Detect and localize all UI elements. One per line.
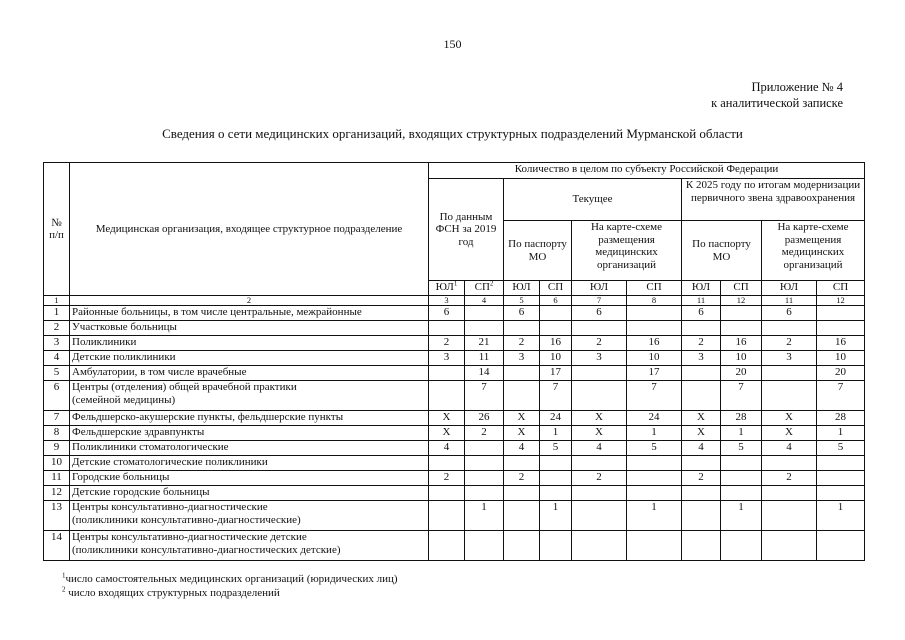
- header-map-current: На карте-схеме размещения медицинских организаций: [572, 221, 682, 281]
- medical-network-table: [43, 162, 865, 561]
- value-cell: 4: [762, 441, 817, 456]
- column-number: 5: [504, 296, 540, 306]
- value-cell: [465, 321, 504, 336]
- value-cell: 6: [762, 306, 817, 321]
- value-cell: [721, 531, 762, 561]
- value-cell: 28: [721, 411, 762, 426]
- value-cell: [504, 486, 540, 501]
- value-cell: [762, 381, 817, 411]
- header-row-number: № п/п: [44, 163, 70, 296]
- column-number: 12: [817, 296, 865, 306]
- row-number: 12: [44, 486, 70, 501]
- row-number: 13: [44, 501, 70, 531]
- value-cell: [504, 366, 540, 381]
- value-cell: [762, 486, 817, 501]
- header-passport-current: По паспорту МО: [504, 221, 572, 281]
- value-cell: 26: [465, 411, 504, 426]
- row-number: 14: [44, 531, 70, 561]
- value-cell: [721, 486, 762, 501]
- footnote-1-mark: 1: [62, 571, 66, 580]
- row-number: 7: [44, 411, 70, 426]
- value-cell: [429, 501, 465, 531]
- value-cell: 6: [682, 306, 721, 321]
- value-cell: [572, 381, 627, 411]
- column-number: 3: [429, 296, 465, 306]
- value-cell: [465, 441, 504, 456]
- value-cell: [429, 381, 465, 411]
- value-cell: [762, 321, 817, 336]
- header-organization: Медицинская организация, входящее структурное подразделение: [70, 163, 429, 296]
- value-cell: [817, 486, 865, 501]
- value-cell: [465, 531, 504, 561]
- value-cell: [817, 456, 865, 471]
- value-cell: 1: [627, 426, 682, 441]
- header-passport-2025: По паспорту МО: [682, 221, 762, 281]
- organization-name-line-1: Центры (отделения) общей врачебной практики: [72, 381, 297, 393]
- value-cell: 28: [817, 411, 865, 426]
- value-cell: 3: [682, 351, 721, 366]
- value-cell: Х: [572, 426, 627, 441]
- footnote-ref-1: 1: [453, 279, 458, 288]
- value-cell: [540, 471, 572, 486]
- value-cell: 10: [540, 351, 572, 366]
- value-cell: [627, 486, 682, 501]
- value-cell: [465, 456, 504, 471]
- value-cell: [540, 321, 572, 336]
- row-number: 5: [44, 366, 70, 381]
- footnote-2: [62, 586, 398, 600]
- value-cell: [429, 321, 465, 336]
- table-row: [44, 471, 865, 486]
- value-cell: 1: [817, 426, 865, 441]
- header-sp: СП: [627, 281, 682, 296]
- value-cell: 2: [572, 471, 627, 486]
- column-number: 1: [44, 296, 70, 306]
- organization-name-line-1: Поликлиники: [72, 336, 137, 348]
- value-cell: 11: [465, 351, 504, 366]
- value-cell: [465, 486, 504, 501]
- header-current: Текущее: [504, 179, 682, 221]
- value-cell: Х: [682, 426, 721, 441]
- organization-name-line-1: Центры консультативно-диагностические: [72, 501, 268, 513]
- footnote-1-text: число самостоятельных медицинских организаций (юридических лиц): [65, 573, 398, 585]
- value-cell: [504, 456, 540, 471]
- value-cell: 2: [682, 336, 721, 351]
- table-row: [44, 381, 865, 411]
- header-sp: СП: [721, 281, 762, 296]
- value-cell: 4: [504, 441, 540, 456]
- organization-name-line-1: Фельдшерские здравпункты: [72, 426, 205, 438]
- value-cell: 2: [429, 471, 465, 486]
- header-sp-label: СП: [474, 281, 490, 293]
- value-cell: [504, 321, 540, 336]
- column-number: 11: [682, 296, 721, 306]
- value-cell: [572, 501, 627, 531]
- header-ul-fsn: [429, 281, 465, 296]
- value-cell: 6: [572, 306, 627, 321]
- value-cell: [429, 531, 465, 561]
- value-cell: 1: [721, 501, 762, 531]
- row-number: 11: [44, 471, 70, 486]
- table-row: [44, 456, 865, 471]
- value-cell: 5: [817, 441, 865, 456]
- organization-name-line-1: Районные больницы, в том числе центральные, межрайонные: [72, 306, 362, 318]
- row-number: 4: [44, 351, 70, 366]
- value-cell: [682, 366, 721, 381]
- value-cell: 2: [504, 471, 540, 486]
- value-cell: 6: [504, 306, 540, 321]
- value-cell: Х: [429, 411, 465, 426]
- page-number: 150: [443, 37, 462, 51]
- value-cell: 2: [762, 336, 817, 351]
- table-row: [44, 531, 865, 561]
- value-cell: [682, 456, 721, 471]
- value-cell: 20: [721, 366, 762, 381]
- row-number: 3: [44, 336, 70, 351]
- header-sp: СП: [817, 281, 865, 296]
- value-cell: 1: [540, 501, 572, 531]
- column-number: 7: [572, 296, 627, 306]
- organization-name-line-1: Детские стоматологические поликлиники: [72, 456, 268, 468]
- value-cell: 4: [572, 441, 627, 456]
- value-cell: 5: [721, 441, 762, 456]
- value-cell: [572, 321, 627, 336]
- organization-name: [70, 366, 429, 381]
- value-cell: [572, 456, 627, 471]
- appendix-line-2: к аналитической записке: [711, 96, 843, 110]
- row-number: 6: [44, 381, 70, 411]
- header-ul: ЮЛ: [572, 281, 627, 296]
- value-cell: 5: [627, 441, 682, 456]
- value-cell: [627, 531, 682, 561]
- value-cell: Х: [682, 411, 721, 426]
- organization-name: [70, 471, 429, 486]
- value-cell: [762, 456, 817, 471]
- value-cell: [721, 456, 762, 471]
- value-cell: Х: [504, 411, 540, 426]
- value-cell: 2: [504, 336, 540, 351]
- organization-name: [70, 381, 429, 411]
- value-cell: Х: [572, 411, 627, 426]
- column-number: 4: [465, 296, 504, 306]
- table-row: [44, 306, 865, 321]
- row-number: 9: [44, 441, 70, 456]
- value-cell: 2: [762, 471, 817, 486]
- footnote-ref-2: 2: [489, 279, 494, 288]
- value-cell: [817, 306, 865, 321]
- column-number: 6: [540, 296, 572, 306]
- value-cell: [682, 321, 721, 336]
- value-cell: 20: [817, 366, 865, 381]
- organization-name-line-2: (поликлиники консультативно-диагностических детские): [72, 543, 341, 556]
- value-cell: [762, 531, 817, 561]
- table-row: [44, 411, 865, 426]
- row-number: 8: [44, 426, 70, 441]
- value-cell: 16: [627, 336, 682, 351]
- organization-name-line-1: Городские больницы: [72, 471, 170, 483]
- organization-name: [70, 531, 429, 561]
- value-cell: 24: [540, 411, 572, 426]
- table-row: [44, 486, 865, 501]
- appendix-label: [711, 79, 843, 111]
- organization-name-line-1: Фельдшерско-акушерские пункты, фельдшерские пункты: [72, 411, 344, 423]
- value-cell: [682, 531, 721, 561]
- value-cell: 17: [540, 366, 572, 381]
- value-cell: Х: [762, 411, 817, 426]
- header-ul: ЮЛ: [504, 281, 540, 296]
- value-cell: [540, 306, 572, 321]
- footnote-2-mark: 2: [62, 585, 66, 594]
- appendix-line-1: Приложение № 4: [751, 80, 843, 94]
- header-ul-label: ЮЛ: [435, 281, 454, 293]
- value-cell: 3: [572, 351, 627, 366]
- value-cell: 4: [682, 441, 721, 456]
- value-cell: [465, 306, 504, 321]
- value-cell: 7: [540, 381, 572, 411]
- value-cell: 1: [721, 426, 762, 441]
- value-cell: 7: [817, 381, 865, 411]
- value-cell: 16: [540, 336, 572, 351]
- value-cell: 21: [465, 336, 504, 351]
- value-cell: 3: [762, 351, 817, 366]
- document-title: Сведения о сети медицинских организаций, входящих структурных подразделений Мурманской области: [162, 126, 743, 141]
- value-cell: [540, 531, 572, 561]
- value-cell: 24: [627, 411, 682, 426]
- column-number: 12: [721, 296, 762, 306]
- value-cell: Х: [504, 426, 540, 441]
- organization-name-line-1: Участковые больницы: [72, 321, 177, 333]
- value-cell: 2: [572, 336, 627, 351]
- value-cell: [504, 531, 540, 561]
- value-cell: [540, 456, 572, 471]
- organization-name-line-1: Поликлиники стоматологические: [72, 441, 229, 453]
- value-cell: [572, 486, 627, 501]
- value-cell: 3: [504, 351, 540, 366]
- value-cell: [721, 306, 762, 321]
- organization-name: [70, 336, 429, 351]
- value-cell: [682, 501, 721, 531]
- value-cell: [682, 381, 721, 411]
- organization-name-line-2: (поликлиники консультативно-диагностические): [72, 513, 301, 526]
- value-cell: [721, 321, 762, 336]
- header-sp-fsn: [465, 281, 504, 296]
- row-number: 1: [44, 306, 70, 321]
- value-cell: 14: [465, 366, 504, 381]
- value-cell: 2: [682, 471, 721, 486]
- table-row: [44, 366, 865, 381]
- value-cell: [762, 501, 817, 531]
- table-row: [44, 351, 865, 366]
- table-row: [44, 501, 865, 531]
- table-row: [44, 336, 865, 351]
- value-cell: [429, 366, 465, 381]
- header-sp: СП: [540, 281, 572, 296]
- table-row: [44, 426, 865, 441]
- column-number: 11: [762, 296, 817, 306]
- value-cell: Х: [429, 426, 465, 441]
- column-number: 8: [627, 296, 682, 306]
- header-ul: ЮЛ: [682, 281, 721, 296]
- organization-name: [70, 306, 429, 321]
- value-cell: [762, 366, 817, 381]
- value-cell: 10: [817, 351, 865, 366]
- value-cell: 10: [721, 351, 762, 366]
- value-cell: 6: [429, 306, 465, 321]
- organization-name: [70, 456, 429, 471]
- organization-name: [70, 411, 429, 426]
- value-cell: 5: [540, 441, 572, 456]
- value-cell: 7: [721, 381, 762, 411]
- row-number: 2: [44, 321, 70, 336]
- value-cell: Х: [762, 426, 817, 441]
- value-cell: [627, 306, 682, 321]
- footnotes: [62, 572, 398, 600]
- organization-name: [70, 501, 429, 531]
- value-cell: [540, 486, 572, 501]
- value-cell: [721, 471, 762, 486]
- header-fsn-2019: По данным ФСН за 2019 год: [429, 179, 504, 281]
- column-number: 2: [70, 296, 429, 306]
- organization-name-line-1: Амбулатории, в том числе врачебные: [72, 366, 247, 378]
- organization-name-line-1: Детские поликлиники: [72, 351, 176, 363]
- value-cell: 2: [465, 426, 504, 441]
- organization-name: [70, 426, 429, 441]
- table-row: [44, 321, 865, 336]
- row-number: 10: [44, 456, 70, 471]
- value-cell: 16: [817, 336, 865, 351]
- value-cell: 1: [817, 501, 865, 531]
- value-cell: 1: [540, 426, 572, 441]
- organization-name: [70, 351, 429, 366]
- value-cell: 4: [429, 441, 465, 456]
- value-cell: 3: [429, 351, 465, 366]
- value-cell: [817, 471, 865, 486]
- table-row: [44, 441, 865, 456]
- footnote-2-text: число входящих структурных подразделений: [68, 587, 280, 599]
- value-cell: 17: [627, 366, 682, 381]
- header-by-2025: К 2025 году по итогам модернизации первичного звена здравоохранения: [682, 179, 865, 221]
- organization-name: [70, 321, 429, 336]
- organization-name: [70, 486, 429, 501]
- value-cell: 2: [429, 336, 465, 351]
- value-cell: [627, 456, 682, 471]
- value-cell: 10: [627, 351, 682, 366]
- header-total: Количество в целом по субъекту Российской Федерации: [429, 163, 865, 179]
- value-cell: [504, 381, 540, 411]
- organization-name: [70, 441, 429, 456]
- value-cell: [429, 486, 465, 501]
- value-cell: 16: [721, 336, 762, 351]
- organization-name-line-2: (семейной медицины): [72, 393, 176, 406]
- value-cell: [817, 321, 865, 336]
- value-cell: [627, 321, 682, 336]
- value-cell: [429, 456, 465, 471]
- value-cell: 7: [465, 381, 504, 411]
- organization-name-line-1: Центры консультативно-диагностические детские: [72, 531, 307, 543]
- value-cell: [817, 531, 865, 561]
- value-cell: [504, 501, 540, 531]
- value-cell: 1: [627, 501, 682, 531]
- footnote-1: [62, 572, 398, 586]
- value-cell: [627, 471, 682, 486]
- header-map-2025: На карте-схеме размещения медицинских организаций: [762, 221, 865, 281]
- value-cell: 1: [465, 501, 504, 531]
- table-body: [44, 306, 865, 561]
- value-cell: [572, 531, 627, 561]
- value-cell: [682, 486, 721, 501]
- value-cell: 7: [627, 381, 682, 411]
- value-cell: [465, 471, 504, 486]
- header-ul: ЮЛ: [762, 281, 817, 296]
- value-cell: [572, 366, 627, 381]
- organization-name-line-1: Детские городские больницы: [72, 486, 210, 498]
